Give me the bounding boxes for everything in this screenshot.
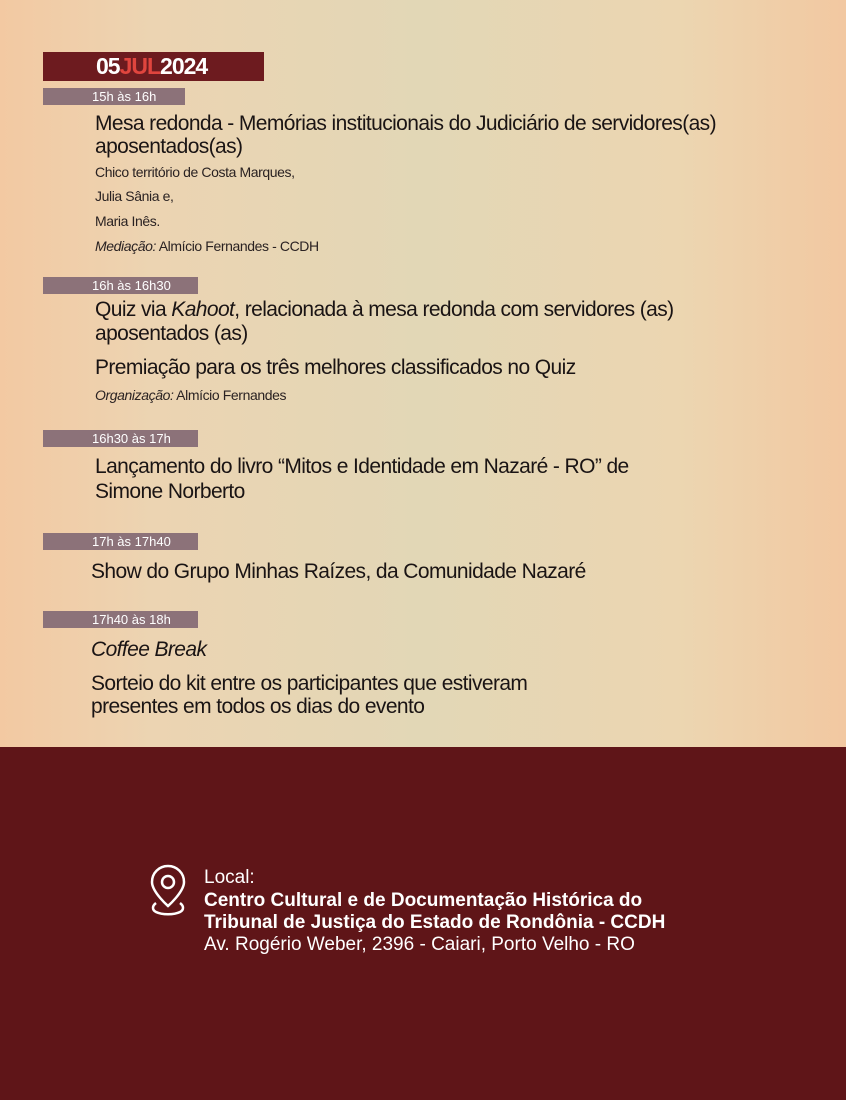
session-title: Coffee Break (91, 638, 207, 661)
time-tag: 17h40 às 18h (43, 611, 198, 628)
time-tag: 17h às 17h40 (43, 533, 198, 550)
organization-line (95, 383, 286, 407)
location-label: Local: (204, 867, 255, 888)
speaker-name: Julia Sânia e, (95, 188, 174, 204)
session-subtitle: Premiação para os três melhores classificados no Quiz (95, 356, 576, 379)
time-tag: 16h30 às 17h (43, 430, 198, 447)
location-name-line: Tribunal de Justiça do Estado de Rondônia - CCDH (204, 912, 666, 933)
session-title-pre: Quiz via (95, 298, 172, 321)
location-footer (0, 747, 846, 1100)
organization-label: Organização: (95, 387, 174, 403)
session-subtitle-cont: presentes em todos os dias do evento (91, 695, 425, 718)
session-title: Lançamento do livro “Mitos e Identidade em Nazaré - RO” de (95, 455, 629, 478)
location-pin-icon (149, 863, 187, 919)
session-title-cont: aposentados (as) (95, 322, 248, 345)
session-title: Show do Grupo Minhas Raízes, da Comunidade Nazaré (91, 560, 586, 583)
session-subtitle: Sorteio do kit entre os participantes que estiveram (91, 672, 528, 695)
session-title: Mesa redonda - Memórias institucionais do Judiciário de servidores(as) (95, 112, 716, 135)
mediation-name: Almício Fernandes - CCDH (156, 238, 319, 254)
session-title-post: , relacionada à mesa redonda com servidores (as) (234, 298, 674, 321)
mediation-label: Mediação: (95, 238, 156, 254)
session-title-kahoot: Kahoot (171, 298, 235, 321)
location-address: Av. Rogério Weber, 2396 - Caiari, Porto Velho - RO (204, 934, 635, 955)
organization-name: Almício Fernandes (173, 387, 287, 403)
speaker-name: Maria Inês. (95, 213, 160, 229)
date-month: JUL (119, 53, 161, 79)
time-tag: 15h às 16h (43, 88, 185, 105)
mediation-line (95, 234, 319, 258)
speaker-name: Chico território de Costa Marques, (95, 164, 295, 180)
session-title (95, 298, 674, 321)
session-title-cont: Simone Norberto (95, 480, 245, 503)
time-tag: 16h às 16h30 (43, 277, 198, 294)
location-name-line: Centro Cultural e de Documentação Histórica do (204, 890, 643, 911)
date-year: 2024 (160, 53, 208, 79)
location-name (204, 890, 665, 934)
date-badge (43, 52, 264, 81)
session-title-cont: aposentados(as) (95, 135, 243, 158)
date-day: 05 (96, 53, 120, 79)
